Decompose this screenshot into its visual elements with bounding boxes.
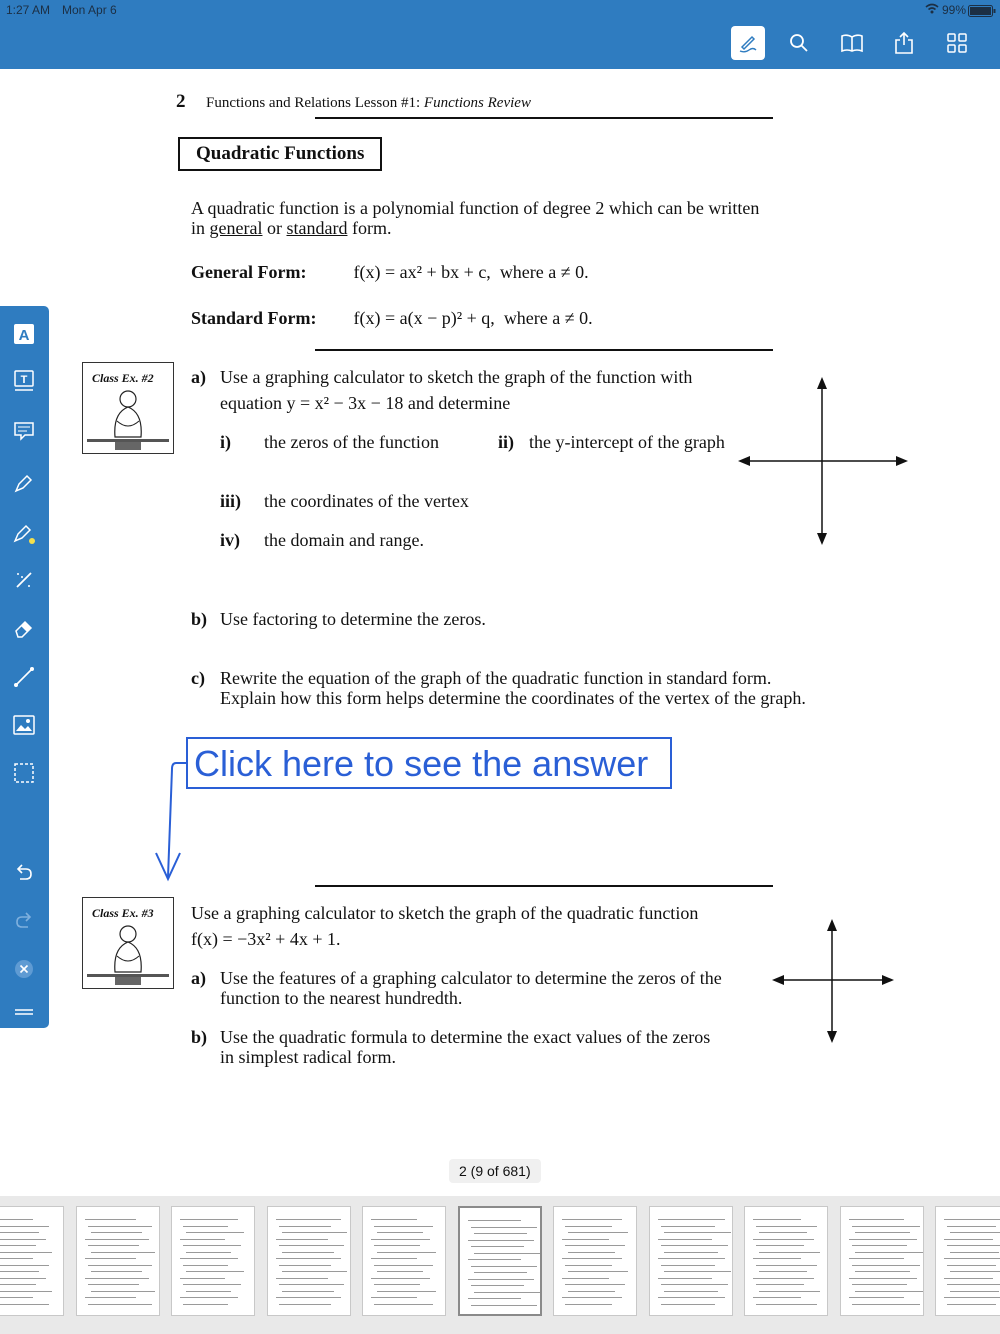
thumbnail-text-line — [282, 1291, 334, 1292]
teacher-icon — [87, 387, 169, 451]
page-thumbnail[interactable] — [840, 1206, 924, 1316]
thumbnail-text-line — [661, 1226, 715, 1227]
thumbnail-text-line — [0, 1219, 33, 1220]
thumbnail-text-line — [568, 1252, 615, 1253]
undo-icon[interactable] — [10, 858, 38, 886]
page-thumbnail[interactable] — [76, 1206, 160, 1316]
see-answer-link[interactable]: Click here to see the answer — [186, 737, 672, 789]
ex2-a-line2: equation y = x² − 3x − 18 and determine — [220, 393, 511, 413]
thumbnail-text-line — [756, 1284, 804, 1285]
page-thumbnail-current[interactable] — [458, 1206, 542, 1316]
ex3-intro: Use a graphing calculator to sketch the graph of the quadratic function f(x) = −3x² + 4x + 1. — [191, 903, 699, 949]
thumbnail-text-line — [562, 1278, 609, 1279]
thumbnail-text-line — [0, 1284, 36, 1285]
thumbnail-text-line — [471, 1227, 537, 1228]
thumbnail-text-line — [661, 1284, 728, 1285]
annotation-sidebar — [0, 306, 49, 1028]
thumbnail-text-line — [374, 1265, 433, 1266]
thumbnail-text-line — [85, 1239, 149, 1240]
thumbnail-text-line — [944, 1219, 1000, 1220]
battery-percent: 99% — [942, 3, 967, 17]
page-thumbnail[interactable] — [0, 1206, 64, 1316]
page-thumbnail[interactable] — [362, 1206, 446, 1316]
class-example-3-illustration: Class Ex. #3 — [82, 897, 174, 989]
thumbnail-text-line — [0, 1239, 46, 1240]
thumbnail-text-line — [664, 1232, 731, 1233]
thumbnail-text-line — [282, 1271, 347, 1272]
thumbnail-text-line — [753, 1278, 814, 1279]
thumbnail-text-line — [0, 1297, 33, 1298]
ex2-iv: iv) the domain and range. — [220, 530, 424, 550]
thumbnail-text-line — [756, 1304, 817, 1305]
section-rule-2 — [315, 885, 773, 887]
thumbnail-text-line — [759, 1291, 820, 1292]
intro-paragraph: A quadratic function is a polynomial function of degree 2 which can be written in general or standard form. — [191, 198, 760, 238]
page-thumbnail[interactable] — [744, 1206, 828, 1316]
battery-icon — [968, 5, 996, 20]
status-date: Mon Apr 6 — [62, 3, 117, 17]
thumbnail-text-line — [374, 1245, 420, 1246]
ex2-i: i) the zeros of the function — [220, 432, 439, 452]
thumbnail-text-line — [279, 1265, 331, 1266]
ex3-a: a) Use the features of a graphing calculator to determine the zeros of the function to the nearest hundredth. — [191, 968, 722, 1008]
document-page — [0, 69, 1000, 1199]
thumbnail-text-line — [0, 1252, 52, 1253]
image-icon[interactable] — [10, 711, 38, 739]
thumbnail-text-line — [753, 1258, 801, 1259]
thumbnail-text-line — [568, 1291, 615, 1292]
thumbnail-text-line — [855, 1271, 910, 1272]
thumbnail-text-line — [944, 1297, 1000, 1298]
thumbnail-text-line — [947, 1284, 1000, 1285]
comment-icon[interactable] — [10, 417, 38, 445]
thumbnail-text-line — [565, 1304, 612, 1305]
thumbnail-text-line — [661, 1265, 715, 1266]
thumbnail-text-line — [753, 1219, 801, 1220]
page-number: 2 — [176, 91, 186, 112]
thumbnail-text-line — [186, 1232, 244, 1233]
thumbnail-text-line — [565, 1245, 625, 1246]
thumbnail-text-line — [371, 1258, 417, 1259]
thumbnail-text-line — [183, 1245, 241, 1246]
thumbnail-text-line — [377, 1232, 423, 1233]
thumbnail-text-line — [374, 1304, 433, 1305]
thumbnail-text-line — [377, 1271, 423, 1272]
page-thumbnail[interactable] — [267, 1206, 351, 1316]
thumbnail-text-line — [0, 1265, 49, 1266]
standard-form: Standard Form: f(x) = a(x − p)² + q, where a ≠ 0. — [191, 308, 593, 328]
thumbnail-text-line — [88, 1304, 152, 1305]
thumbnail-text-line — [377, 1291, 436, 1292]
thumbnail-text-line — [282, 1252, 334, 1253]
answer-arrow-icon — [150, 759, 190, 884]
thumbnail-text-line — [947, 1265, 996, 1266]
thumbnail-text-line — [374, 1284, 420, 1285]
redo-icon[interactable] — [10, 906, 38, 934]
thumbnail-text-line — [661, 1304, 715, 1305]
axes-grid-ex3 — [772, 919, 894, 1043]
thumbnail-text-line — [565, 1284, 625, 1285]
thumbnail-text-line — [276, 1239, 328, 1240]
thumbnail-text-line — [88, 1265, 152, 1266]
thumbnail-text-line — [468, 1259, 521, 1260]
thumbnail-text-line — [474, 1292, 540, 1293]
thumbnail-text-line — [371, 1297, 417, 1298]
thumbnail-text-line — [562, 1239, 609, 1240]
thumbnail-text-line — [855, 1232, 910, 1233]
thumbnail-text-line — [180, 1239, 225, 1240]
pen-icon[interactable] — [10, 469, 38, 497]
thumbnail-text-line — [658, 1278, 712, 1279]
page-thumbnail[interactable] — [171, 1206, 255, 1316]
thumbnail-text-line — [0, 1278, 46, 1279]
thumbnail-text-line — [88, 1284, 139, 1285]
thumbnail-text-line — [374, 1226, 433, 1227]
thumbnail-text-line — [0, 1271, 39, 1272]
page-indicator: 2 (9 of 681) — [449, 1159, 541, 1183]
thumbnail-text-line — [753, 1297, 801, 1298]
thumbnail-text-line — [276, 1258, 341, 1259]
thumbnail-text-line — [180, 1258, 238, 1259]
thumbnail-text-line — [0, 1258, 33, 1259]
thumbnail-text-line — [661, 1245, 728, 1246]
text-style-icon[interactable] — [10, 320, 38, 348]
line-tool-icon[interactable] — [10, 663, 38, 691]
ex2-b: b) Use factoring to determine the zeros. — [191, 609, 486, 629]
thumbnail-text-line — [0, 1291, 52, 1292]
thumbnail-text-line — [371, 1278, 430, 1279]
ex2-ii: ii) the y-intercept of the graph — [498, 432, 725, 452]
thumbnail-text-line — [753, 1239, 814, 1240]
thumbnail-text-line — [664, 1271, 731, 1272]
smart-pen-icon[interactable] — [10, 566, 38, 594]
thumbnail-text-line — [944, 1278, 993, 1279]
drag-handle-icon[interactable] — [10, 998, 38, 1026]
class-example-2-illustration: Class Ex. #2 — [82, 362, 174, 454]
thumbnail-text-line — [947, 1245, 1000, 1246]
thumbnail-text-line — [91, 1271, 142, 1272]
thumbnail-text-line — [950, 1232, 1000, 1233]
thumbnail-text-line — [664, 1252, 718, 1253]
thumbnail-text-line — [0, 1245, 36, 1246]
thumbnail-text-line — [91, 1291, 155, 1292]
thumbnail-text-line — [852, 1265, 920, 1266]
thumbnail-text-line — [855, 1291, 923, 1292]
thumbnail-text-line — [756, 1245, 804, 1246]
thumbnail-text-line — [85, 1219, 136, 1220]
thumbnail-text-line — [471, 1305, 537, 1306]
thumbnail-text-line — [279, 1304, 331, 1305]
thumbnail-text-line — [562, 1258, 622, 1259]
thumbnail-text-line — [279, 1245, 344, 1246]
thumbnail-text-line — [759, 1232, 807, 1233]
thumbnail-text-line — [180, 1278, 225, 1279]
wifi-icon — [925, 3, 939, 17]
search-icon[interactable] — [782, 26, 816, 60]
svg-text:T: T — [20, 374, 28, 386]
thumbnail-text-line — [474, 1253, 540, 1254]
ex2-a: a) Use a graphing calculator to sketch the graph of the function with — [191, 367, 693, 387]
thumbnail-text-line — [568, 1232, 628, 1233]
pen-annotate-icon[interactable] — [731, 26, 765, 60]
thumbnail-text-line — [658, 1297, 725, 1298]
lesson-title: Functions and Relations Lesson #1: Functions Review — [206, 95, 531, 111]
thumbnail-text-line — [186, 1252, 231, 1253]
thumbnail-text-line — [950, 1252, 999, 1253]
thumbnail-text-line — [88, 1245, 139, 1246]
thumbnail-text-line — [183, 1304, 228, 1305]
ex2-c: c) Rewrite the equation of the graph of the quadratic function in standard form. Explain how this form helps determine the coordinates of the vertex of the graph. — [191, 668, 806, 708]
header-rule — [315, 117, 773, 119]
thumbnail-text-line — [276, 1278, 328, 1279]
thumbnail-text-line — [471, 1266, 537, 1267]
thumbnail-text-line — [849, 1258, 904, 1259]
thumbnail-text-line — [849, 1239, 917, 1240]
eraser-icon[interactable] — [10, 614, 38, 642]
thumbnail-text-line — [377, 1252, 436, 1253]
thumbnail-text-line — [756, 1265, 817, 1266]
thumbnail-text-line — [852, 1284, 907, 1285]
thumbnail-text-line — [664, 1291, 718, 1292]
thumbnail-text-line — [282, 1232, 347, 1233]
axes-grid-ex2 — [738, 377, 910, 545]
thumbnail-text-line — [658, 1219, 725, 1220]
svg-text:A: A — [18, 327, 30, 344]
thumbnail-text-line — [658, 1239, 712, 1240]
thumbnail-text-line — [180, 1297, 238, 1298]
thumbnail-text-line — [565, 1265, 612, 1266]
thumbnail-text-line — [950, 1291, 999, 1292]
thumbnail-text-line — [474, 1272, 527, 1273]
ex2-iii: iii) the coordinates of the vertex — [220, 491, 469, 511]
thumbnail-text-line — [85, 1297, 136, 1298]
thumbnail-text-line — [756, 1226, 817, 1227]
thumbnail-text-line — [180, 1219, 238, 1220]
page-thumbnail[interactable] — [935, 1206, 1000, 1316]
teacher-icon — [87, 922, 169, 986]
thumbnail-text-line — [852, 1226, 920, 1227]
section-rule — [315, 349, 773, 351]
thumbnail-text-line — [944, 1239, 993, 1240]
thumbnail-text-line — [371, 1219, 417, 1220]
share-icon[interactable] — [887, 26, 921, 60]
thumbnail-text-line — [944, 1258, 1000, 1259]
thumbnail-text-line — [91, 1232, 142, 1233]
highlighter-icon[interactable] — [10, 519, 38, 547]
thumbnail-text-line — [474, 1233, 527, 1234]
status-time: 1:27 AM — [6, 3, 51, 17]
thumbnail-text-line — [849, 1219, 904, 1220]
thumbnail-text-line — [852, 1245, 907, 1246]
thumbnail-text-line — [468, 1279, 534, 1280]
ex3-b: b) Use the quadratic formula to determine the exact values of the zeros in simplest radical form. — [191, 1027, 711, 1067]
close-icon[interactable] — [10, 955, 38, 983]
general-form: General Form: f(x) = ax² + bx + c, where a ≠ 0. — [191, 262, 589, 282]
thumbnail-text-line — [562, 1219, 622, 1220]
thumbnail-text-line — [371, 1239, 430, 1240]
thumbnail-text-line — [276, 1297, 341, 1298]
thumbnail-text-line — [0, 1226, 49, 1227]
thumbnail-text-line — [950, 1271, 1000, 1272]
thumbnail-text-line — [186, 1271, 244, 1272]
thumbnail-text-line — [183, 1265, 228, 1266]
thumbnail-text-line — [849, 1278, 917, 1279]
text-box-icon[interactable] — [10, 367, 38, 395]
thumbnail-text-line — [947, 1226, 996, 1227]
thumbnail-text-line — [279, 1284, 344, 1285]
thumbnail-text-line — [568, 1271, 628, 1272]
thumbnail-text-line — [855, 1252, 923, 1253]
thumbnail-text-line — [88, 1226, 152, 1227]
thumbnail-text-line — [183, 1284, 241, 1285]
thumbnail-text-line — [183, 1226, 228, 1227]
thumbnail-text-line — [0, 1304, 49, 1305]
thumbnail-text-line — [852, 1304, 920, 1305]
thumbnail-text-line — [759, 1252, 820, 1253]
thumbnail-text-line — [468, 1298, 521, 1299]
thumbnail-text-line — [471, 1246, 524, 1247]
thumbnail-text-line — [658, 1258, 725, 1259]
thumbnail-text-line — [947, 1304, 996, 1305]
thumbnail-text-line — [471, 1285, 524, 1286]
section-title: Quadratic Functions — [178, 137, 382, 171]
thumbnail-text-line — [468, 1220, 521, 1221]
thumbnail-text-line — [186, 1291, 231, 1292]
thumbnail-text-line — [759, 1271, 807, 1272]
thumbnail-text-line — [0, 1232, 39, 1233]
selection-icon[interactable] — [10, 759, 38, 787]
thumbnail-text-line — [279, 1226, 331, 1227]
thumbnail-text-line — [85, 1278, 149, 1279]
thumbnail-text-line — [91, 1252, 155, 1253]
thumbnail-text-line — [565, 1226, 612, 1227]
thumbnail-strip[interactable] — [0, 1196, 1000, 1334]
grid-icon[interactable] — [940, 26, 974, 60]
thumbnail-text-line — [276, 1219, 341, 1220]
thumbnail-text-line — [562, 1297, 622, 1298]
top-toolbar — [0, 0, 1000, 69]
page-thumbnail[interactable] — [649, 1206, 733, 1316]
page-thumbnail[interactable] — [553, 1206, 637, 1316]
thumbnail-text-line — [468, 1240, 534, 1241]
book-icon[interactable] — [835, 26, 869, 60]
thumbnail-text-line — [849, 1297, 904, 1298]
thumbnail-text-line — [85, 1258, 136, 1259]
